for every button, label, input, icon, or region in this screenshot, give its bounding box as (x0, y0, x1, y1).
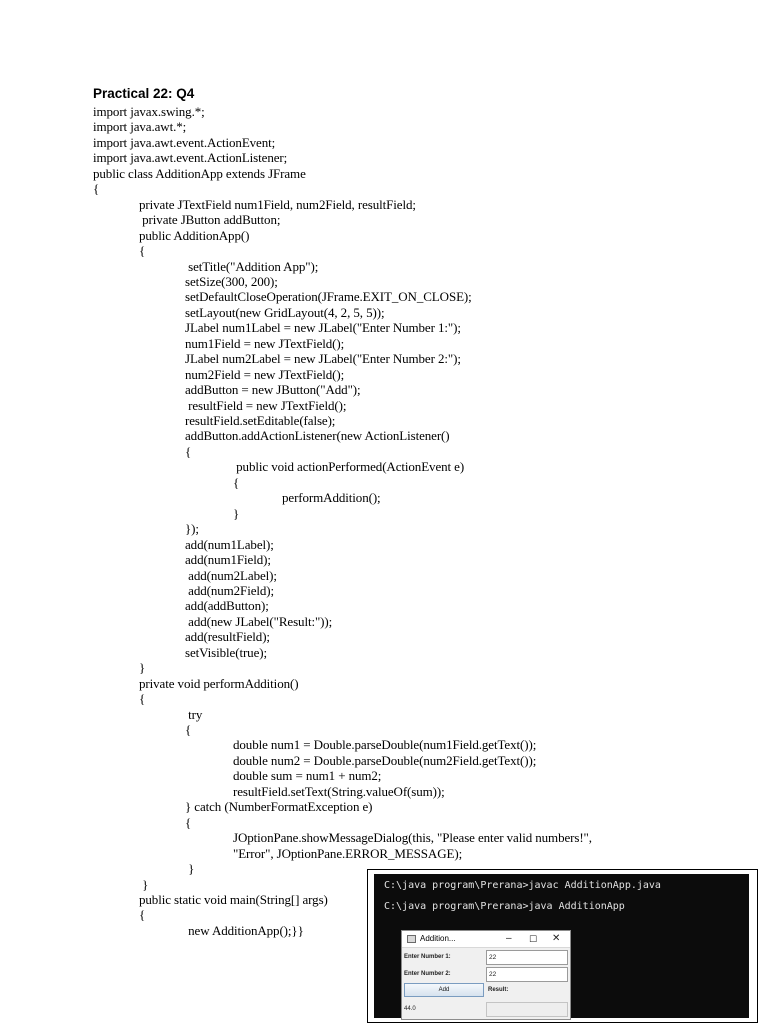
code-line: } (139, 660, 146, 676)
code-line: resultField.setEditable(false); (185, 413, 336, 428)
code-line: import javax.swing.*; (93, 104, 205, 119)
code-line: { (93, 181, 100, 197)
code-line: { (139, 907, 146, 923)
code-line: public void actionPerformed(ActionEvent e) (233, 459, 465, 475)
label-number-1: Enter Number 1: (404, 954, 451, 960)
code-line: } catch (NumberFormatException e) (185, 799, 373, 815)
code-line: { (139, 243, 146, 259)
result-field (486, 1002, 568, 1017)
code-line: import java.awt.event.ActionListener; (93, 150, 288, 166)
code-line: double num2 = Double.parseDouble(num2Field.getText()); (233, 752, 537, 768)
code-line: public static void main(String[] args) (139, 891, 328, 907)
code-line: private JTextField num1Field, num2Field, resultField; (139, 196, 416, 212)
code-line: add(num2Field); (185, 582, 275, 598)
output-screenshot (367, 869, 758, 1023)
result-value: 44.0 (404, 1006, 416, 1012)
code-line: } (233, 505, 240, 521)
code-line: import java.awt.*; (93, 119, 187, 135)
window-titlebar (402, 931, 570, 948)
code-line: add(new JLabel("Result:")); (185, 613, 333, 629)
code-line: setSize(300, 200); (185, 273, 278, 289)
code-line: setVisible(true); (185, 644, 267, 660)
code-line: num1Field = new JTextField(); (185, 335, 345, 351)
code-line: public AdditionApp() (139, 227, 250, 243)
code-line: try (185, 706, 203, 722)
code-line: private JButton addButton; (139, 212, 281, 228)
code-line: "Error", JOptionPane.ERROR_MESSAGE); (233, 845, 463, 861)
code-line: add(resultField); (185, 629, 270, 645)
code-line: public class AdditionApp extends JFrame (93, 165, 306, 181)
code-line: { (233, 474, 240, 490)
window-title: Addition... (420, 934, 456, 943)
code-line: private void performAddition() (139, 675, 299, 691)
code-line: double num1 = Double.parseDouble(num1Field.getText()); (233, 737, 537, 753)
code-line: { (185, 443, 192, 459)
code-line: JLabel num1Label = new JLabel("Enter Number 1:"); (185, 320, 461, 336)
practical-heading: Practical 22: Q4 (93, 86, 195, 101)
console-window (374, 874, 749, 1018)
result-label: Result: (488, 987, 509, 993)
code-line: JLabel num2Label = new JLabel("Enter Number 2:"); (185, 351, 461, 367)
java-app-icon (407, 935, 416, 943)
code-line: add(addButton); (185, 598, 269, 614)
code-line: JOptionPane.showMessageDialog(this, "Please enter valid numbers!", (233, 830, 592, 846)
code-line: } (185, 861, 195, 877)
code-line: } (139, 876, 149, 892)
label-number-2: Enter Number 2: (404, 971, 451, 977)
code-line: }); (185, 521, 199, 537)
close-icon[interactable]: ✕ (552, 933, 561, 944)
minimize-icon[interactable]: – (506, 933, 512, 944)
code-line: setLayout(new GridLayout(4, 2, 5, 5)); (185, 304, 385, 320)
code-line: performAddition(); (282, 490, 381, 506)
code-line: add(num1Field); (185, 552, 271, 568)
code-line: addButton.addActionListener(new ActionListener() (185, 428, 450, 444)
code-line: import java.awt.event.ActionEvent; (93, 134, 276, 150)
number-1-field[interactable]: 22 (486, 950, 568, 965)
code-line: num2Field = new JTextField(); (185, 366, 345, 382)
console-line-run: C:\java program\Prerana>java AdditionApp (384, 901, 625, 912)
code-line: add(num1Label); (185, 536, 274, 552)
code-line: { (139, 691, 146, 707)
add-button[interactable]: Add (404, 983, 484, 997)
code-line: { (185, 814, 192, 830)
code-line: resultField.setText(String.valueOf(sum)); (233, 783, 445, 799)
code-line: setDefaultCloseOperation(JFrame.EXIT_ON_CLOSE); (185, 289, 472, 305)
code-line: double sum = num1 + num2; (233, 768, 382, 784)
addition-app-window (401, 930, 571, 1020)
console-line-compile: C:\java program\Prerana>javac AdditionApp.java (384, 880, 661, 891)
code-line: resultField = new JTextField(); (185, 397, 347, 413)
code-line: { (185, 722, 192, 737)
maximize-icon[interactable]: ☐ (529, 934, 538, 944)
code-line: add(num2Label); (185, 567, 277, 583)
code-line: setTitle("Addition App"); (185, 258, 319, 274)
code-line: addButton = new JButton("Add"); (185, 382, 361, 398)
number-2-field[interactable]: 22 (486, 967, 568, 982)
code-line: new AdditionApp();}} (185, 922, 304, 938)
